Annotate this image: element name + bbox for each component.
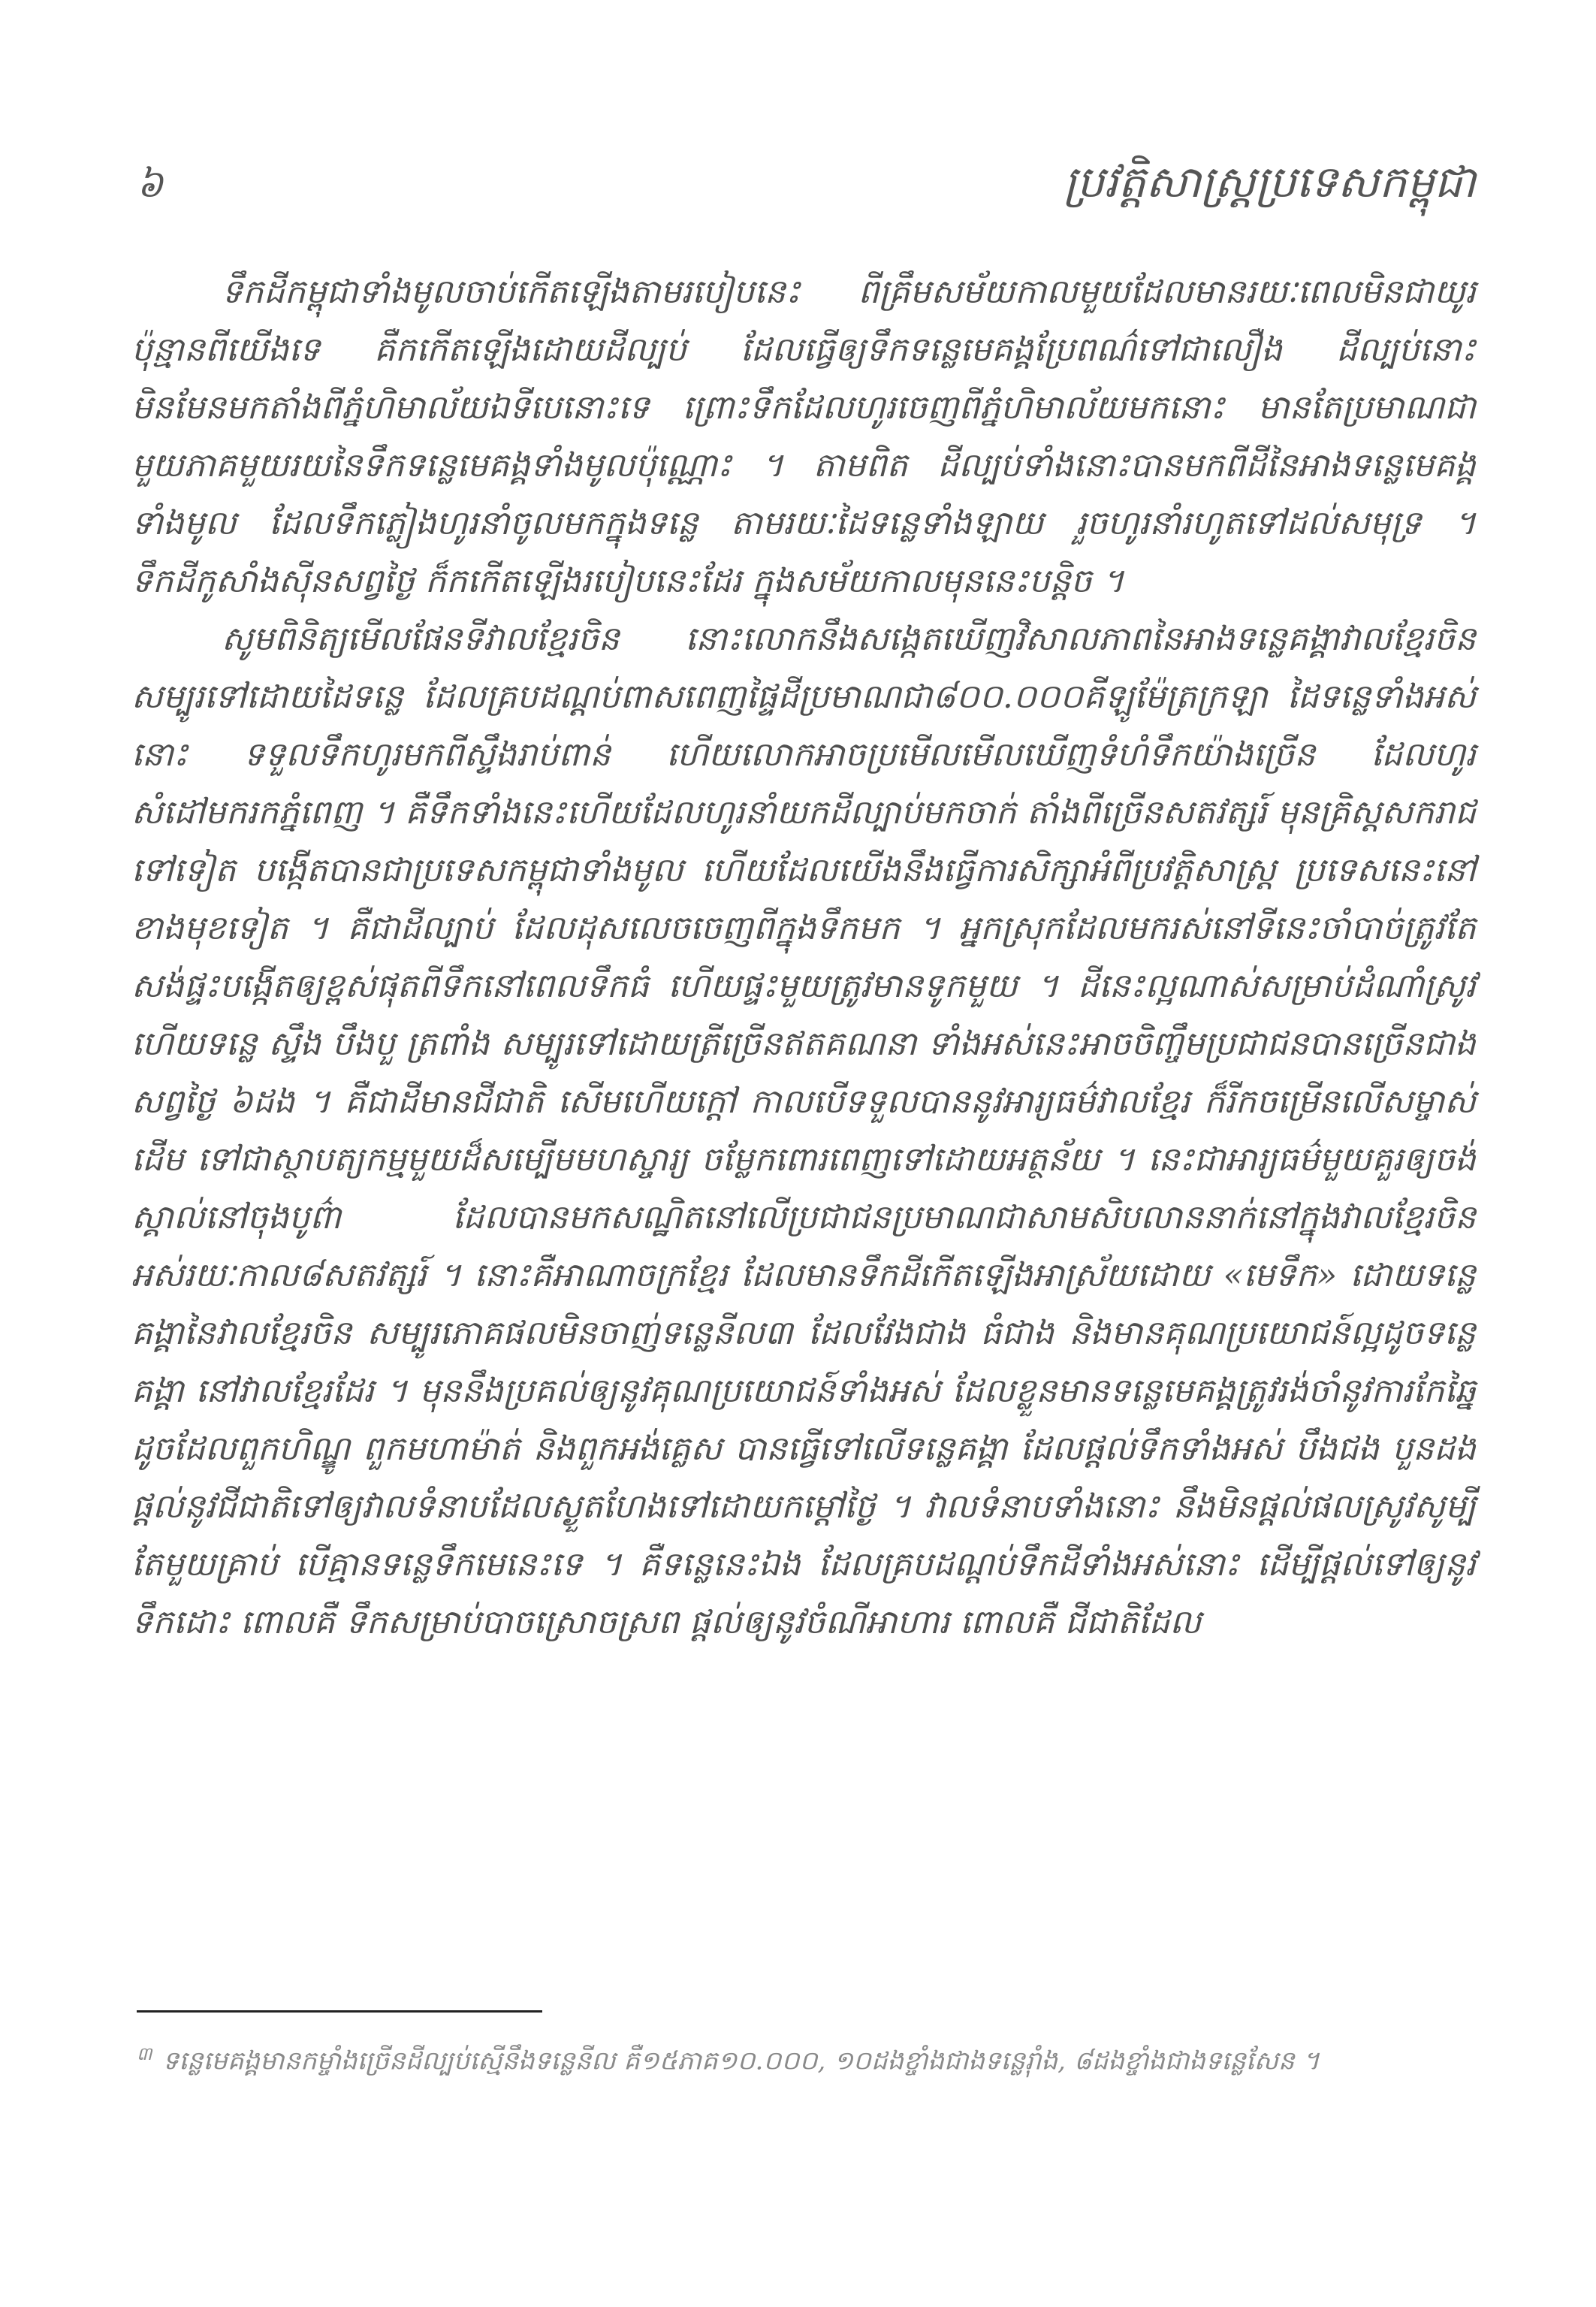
footnote xyxy=(137,2036,1481,2079)
page-number: ៦ xyxy=(137,162,164,206)
body-text xyxy=(131,263,1476,1651)
running-header: ប្រវត្តិសាស្ត្រប្រទេសកម្ពុជា xyxy=(1063,156,1476,207)
footnote-marker: ៣ xyxy=(137,2043,152,2064)
footnote-text: ទន្លេមេគង្គមានកម្ចាំងច្រើនដីល្បប់ស្មើនឹងទន្លេនីល គឺ១៥ភាគ១០.០០០, ១០ដងខ្ចាំងជាងទន្លេរ៉ាំង, ៨ដងខ្ចាំងជាងទន្លេសែន ។ xyxy=(162,2046,1320,2076)
paragraph-1: ទឹកដីកម្ពុជាទាំងមូលចាប់កើតឡើងតាមរបៀបនេះ ពីគ្រឹមសម័យកាលមួយដែលមានរយៈពេលមិនជាយូរប៉ុន្មានពីយើងទេ គឺកកើតឡើងដោយដីល្បប់ ដែលធ្វើឲ្យទឹកទន្លេមេគង្គប្រែពណ៌ទៅជាលឿង ដីល្បប់នោះមិនមែនមកតាំងពីភ្នំហិមាល័យឯទីបេនោះទេ ព្រោះទឹកដែលហូរចេញពីភ្នំហិមាល័យមកនោះ មានតែប្រមាណជាមួយភាគមួយរយនៃទឹកទន្លេមេគង្គទាំងមូលប៉ុណ្ណោះ ។ តាមពិត ដីល្បប់ទាំងនោះបានមកពីដីនៃអាងទន្លេមេគង្គទាំងមូល ដែលទឹកភ្លៀងហូរនាំចូលមកក្នុងទន្លេ តាមរយៈដៃទន្លេទាំងឡាយ រួចហូរនាំរហូតទៅដល់សមុទ្រ ។ ទឹកដីកូសាំងស៊ីនសព្វថ្ងៃ ក៏កកើតឡើងរបៀបនេះដែរ ក្នុងសម័យកាលមុននេះបន្តិច ។ xyxy=(131,273,1476,600)
footnote-divider xyxy=(137,2010,542,2013)
paragraph-2: សូមពិនិត្យមើលផែនទីវាលខ្មែរចិន នោះលោកនឹងសង្កេតឃើញវិសាលភាពនៃអាងទន្លេគង្គាវាលខ្មែរចិន សម្បូរទៅដោយដៃទន្លេ ដែលគ្របដណ្តប់ពាសពេញផ្ទៃដីប្រមាណជា៨០០.០០០គីឡូម៉ែត្រក្រឡា ដៃទន្លេទាំងអស់នោះ ទទួលទឹកហូរមកពីស្ទឹងរាប់ពាន់ ហើយលោកអាចប្រមើលមើលឃើញទំហំទឹកយ៉ាងច្រើន ដែលហូរសំដៅមករកភ្នំពេញ ។ គឺទឹកទាំងនេះហើយដែលហូរនាំយកដីល្បាប់មកចាក់ តាំងពីច្រើនសតវត្សរ៍ មុនគ្រិស្តសករាជទៅទៀត បង្កើតបានជាប្រទេសកម្ពុជាទាំងមូល ហើយដែលយើងនឹងធ្វើការសិក្សាអំពីប្រវត្តិសាស្ត្រ ប្រទេសនេះនៅខាងមុខទៀត ។ គឺជាដីល្បាប់ ដែលដុសលេចចេញពីក្នុងទឹកមក ។ អ្នកស្រុកដែលមករស់នៅទីនេះចាំបាច់ត្រូវតែសង់ផ្ទះបង្កើតឲ្យខ្ពស់ផុតពីទឹកនៅពេលទឹកធំ ហើយផ្ទះមួយត្រូវមានទូកមួយ ។ ដីនេះល្អណាស់សម្រាប់ដំណាំស្រូវ ហើយទន្លេ ស្ទឹង បឹងបួ ត្រពាំង សម្បូរទៅដោយត្រីច្រើនឥតគណនា ទាំងអស់នេះអាចចិញ្ចឹមប្រជាជនបានច្រើនជាងសព្វថ្ងៃ ៦ដង ។ គឺជាដីមានជីជាតិ សើមហើយក្តៅ កាលបើទទួលបាននូវអារ្យធម៌វាលខ្មែរ ក៏រីកចម្រើនលើសម្ចាស់ដើម ទៅជាស្ថាបត្យកម្មមួយដ៏សម្បើមមហស្ចារ្យ ចម្លែកពោរពេញទៅដោយអត្ថន័យ ។ នេះជាអារ្យធម៌មួយគួរឲ្យចង់ស្គាល់នៅចុងបូព៌ា ដែលបានមកសណ្ឋិតនៅលើប្រជាជនប្រមាណជាសាមសិបលាននាក់នៅក្នុងវាលខ្មែរចិនអស់រយៈកាល៨សតវត្សរ៍ ។ នោះគឺអាណាចក្រខ្មែរ ដែលមានទឹកដីកើតឡើងអាស្រ័យដោយ «មេទឹក» ដោយទន្លេ គង្គានៃវាលខ្មែរចិន សម្បូរភោគផលមិនចាញ់ទន្លេនីល៣ ដែលវែងជាង ធំជាង និងមានគុណប្រយោជន៍ល្អដូចទន្លេគង្គា នៅវាលខ្មែរដែរ ។ មុននឹងប្រគល់ឲ្យនូវគុណប្រយោជន៍ទាំងអស់ ដែលខ្លួនមានទន្លេមេគង្គត្រូវរង់ចាំនូវការកែឆ្នៃ ដូចដែលពួកហិណ្ឌូ ពួកមហាម៉ាត់ និងពួកអង់គ្លេស បានធ្វើទៅលើទន្លេគង្គា ដែលផ្តល់ទឹកទាំងអស់ បឹងជង បួនដង ផ្តល់នូវជីជាតិទៅឲ្យវាលទំនាបដែលស្ងួតហែងទៅដោយកម្តៅថ្ងៃ ។ វាលទំនាបទាំងនោះ នឹងមិនផ្តល់ផលស្រូវសូម្បីតែមួយគ្រាប់ បើគ្មានទន្លេទឹកមេនេះទេ ។ គឺទន្លេនេះឯង ដែលគ្របដណ្តប់ទឹកដីទាំងអស់នោះ ដើម្បីផ្តល់ទៅឲ្យនូវទឹកដោះ ពោលគឺ ទឹកសម្រាប់បាចស្រោចស្រព ផ្តល់ឲ្យនូវចំណីអាហារ ពោលគឺ ជីជាតិដែល xyxy=(131,620,1476,1641)
